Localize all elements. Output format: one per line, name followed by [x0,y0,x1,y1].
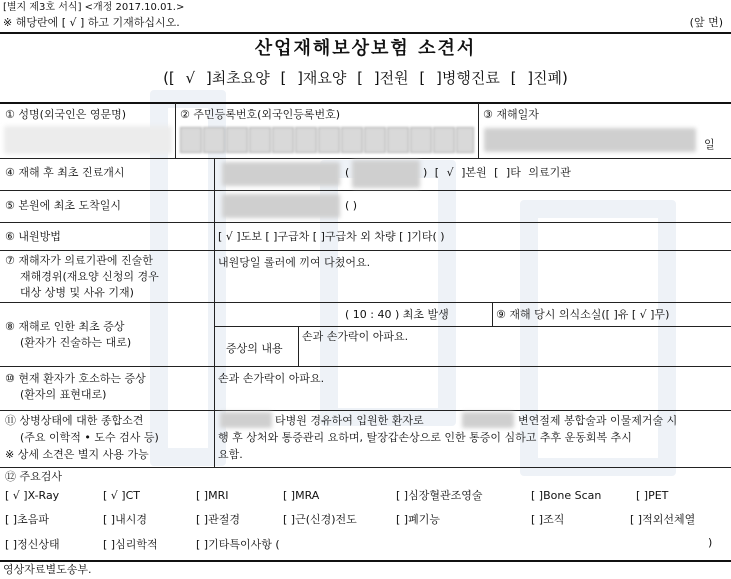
redacted-first-treatment-date [222,162,340,186]
diagnosis-opinion-label-line1: ⑪ 상병상태에 대한 종합소견 [5,414,144,427]
footer-note: 영상자료별도송부. [3,563,92,576]
first-treatment-paren: ( [345,166,350,179]
current-symptom-label-line1: ⑩ 현재 환자가 호소하는 증상 [5,372,146,385]
test-arthroscopy: [ ]관절경 [196,513,240,526]
arrival-label: ⑤ 본원에 최초 도착일시 [5,199,121,212]
redacted-arrival-date [222,194,340,218]
redacted-rrn-digit [456,127,474,153]
visit-method-options: [ √ ]도보 [ ]구급차 [ ]구급차 외 차량 [ ]기타( ) [218,230,445,243]
initial-symptom-label-line1: ⑧ 재해로 인한 최초 증상 [5,320,125,333]
test-ultrasound: [ ]초음파 [5,513,49,526]
test-thermography: [ ]적외선체열 [630,513,696,526]
accident-statement-value: 내원당일 롤러에 끼여 다쳤어요. [218,256,371,269]
symptom-content-value: 손과 손가락이 아파요. [302,330,409,343]
current-symptom-label-line2: (환자의 표현대로) [20,388,107,401]
header-rule [0,32,731,34]
redacted-first-treatment-time [352,160,420,188]
test-pet: [ ]PET [636,489,669,502]
onset-time: ( 10 : 40 ) 최초 발생 [345,308,449,321]
redacted-rrn-digit [180,127,202,153]
redacted-rrn-digit [364,127,386,153]
arrival-time-paren: ( ) [345,199,358,212]
injury-date-label: ③ 재해일자 [483,108,539,121]
diagnosis-opinion-line1a: 타병원 경유하여 입원한 환자로 [275,414,424,427]
test-lung-function: [ ]폐기능 [396,513,440,526]
test-mental-status: [ ]정신상태 [5,538,60,551]
redacted-diagnosis-prefix [220,412,272,428]
redacted-rrn-digit [249,127,271,153]
diagnosis-opinion-label-line3: ※ 상세 소견은 별지 사용 가능 [5,448,149,461]
diagnosis-opinion-line2: 행 후 상처와 통증관리 요하며, 탈장갑손상으로 인한 통증이 심하고 추후 운동회복 추시 [218,431,632,444]
test-biopsy: [ ]조직 [531,513,565,526]
redacted-name [4,126,172,154]
name-label: ① 성명(외국인은 영문명) [5,108,127,121]
loss-of-consciousness: ⑨ 재해 당시 의식소실([ ]유 [ √ ]무) [496,308,670,321]
redacted-rrn-digit [433,127,455,153]
test-mra: [ ]MRA [283,489,320,502]
initial-symptom-label-line2: (환자가 진술하는 대로) [20,336,132,349]
symptom-content-label: 증상의 내용 [226,342,283,355]
test-other-close-paren: ) [708,536,713,549]
diagnosis-opinion-line1b: 변연절제 봉합술과 이물제거술 시 [518,414,678,427]
diagnosis-opinion-label-line2: (주요 이학적 • 도수 검사 등) [20,431,159,444]
redacted-rrn-digit [410,127,432,153]
accident-statement-label-line1: ⑦ 재해자가 의료기관에 진술한 [5,254,153,267]
test-ct: [ √ ]CT [103,489,140,502]
page-side-label: (앞 면) [689,16,723,29]
redacted-rrn-digit [272,127,294,153]
watermark-stroke [320,160,456,426]
test-bone-scan: [ ]Bone Scan [531,489,602,502]
test-nerve-conduction: [ ]근(신경)전도 [283,513,357,526]
main-tests-label: ⑫ 주요검사 [5,470,63,483]
instruction-text: ※ 해당란에 [ √ ] 하고 기재하십시오. [3,16,180,29]
test-other-notes: [ ]기타특이사항 ( [196,538,280,551]
test-xray: [ √ ]X-Ray [5,489,60,502]
redacted-rrn-digit [226,127,248,153]
redacted-diagnosis-middle [462,412,514,428]
report-type-selection: ([ √ ]최초요양 [ ]재요양 [ ]전원 [ ]병행진료 [ ]진폐) [163,69,568,87]
redacted-rrn-digit [318,127,340,153]
day-unit: 일 [704,138,715,151]
current-symptom-value: 손과 손가락이 아파요. [218,372,325,385]
first-treatment-label: ④ 재해 후 최초 진료개시 [5,166,125,179]
form-reference: [별지 제3호 서식] <개정 2017.10.01.> [3,2,185,13]
redacted-rrn-digit [341,127,363,153]
document-title: 산업재해보상보험 소견서 [254,38,477,59]
first-treatment-options: ) [ √ ]본원 [ ]타 의료기관 [423,166,571,179]
accident-statement-label-line3: 대상 상병 및 사유 기재) [20,286,134,299]
redacted-rrn-digit [387,127,409,153]
test-angiography: [ ]심장혈관조영술 [396,489,483,502]
test-mri: [ ]MRI [196,489,229,502]
diagnosis-opinion-line3: 요함. [218,448,243,461]
accident-statement-label-line2: 재해경위(재요양 신청의 경우 [20,270,159,283]
test-psychological: [ ]심리학적 [103,538,158,551]
redacted-rrn-digit [203,127,225,153]
visit-method-label: ⑥ 내원방법 [5,230,61,243]
redacted-rrn-digit [295,127,317,153]
test-endoscopy: [ ]내시경 [103,513,147,526]
rrn-label: ② 주민등록번호(외국인등록번호) [180,108,341,121]
redacted-injury-date [484,128,696,152]
